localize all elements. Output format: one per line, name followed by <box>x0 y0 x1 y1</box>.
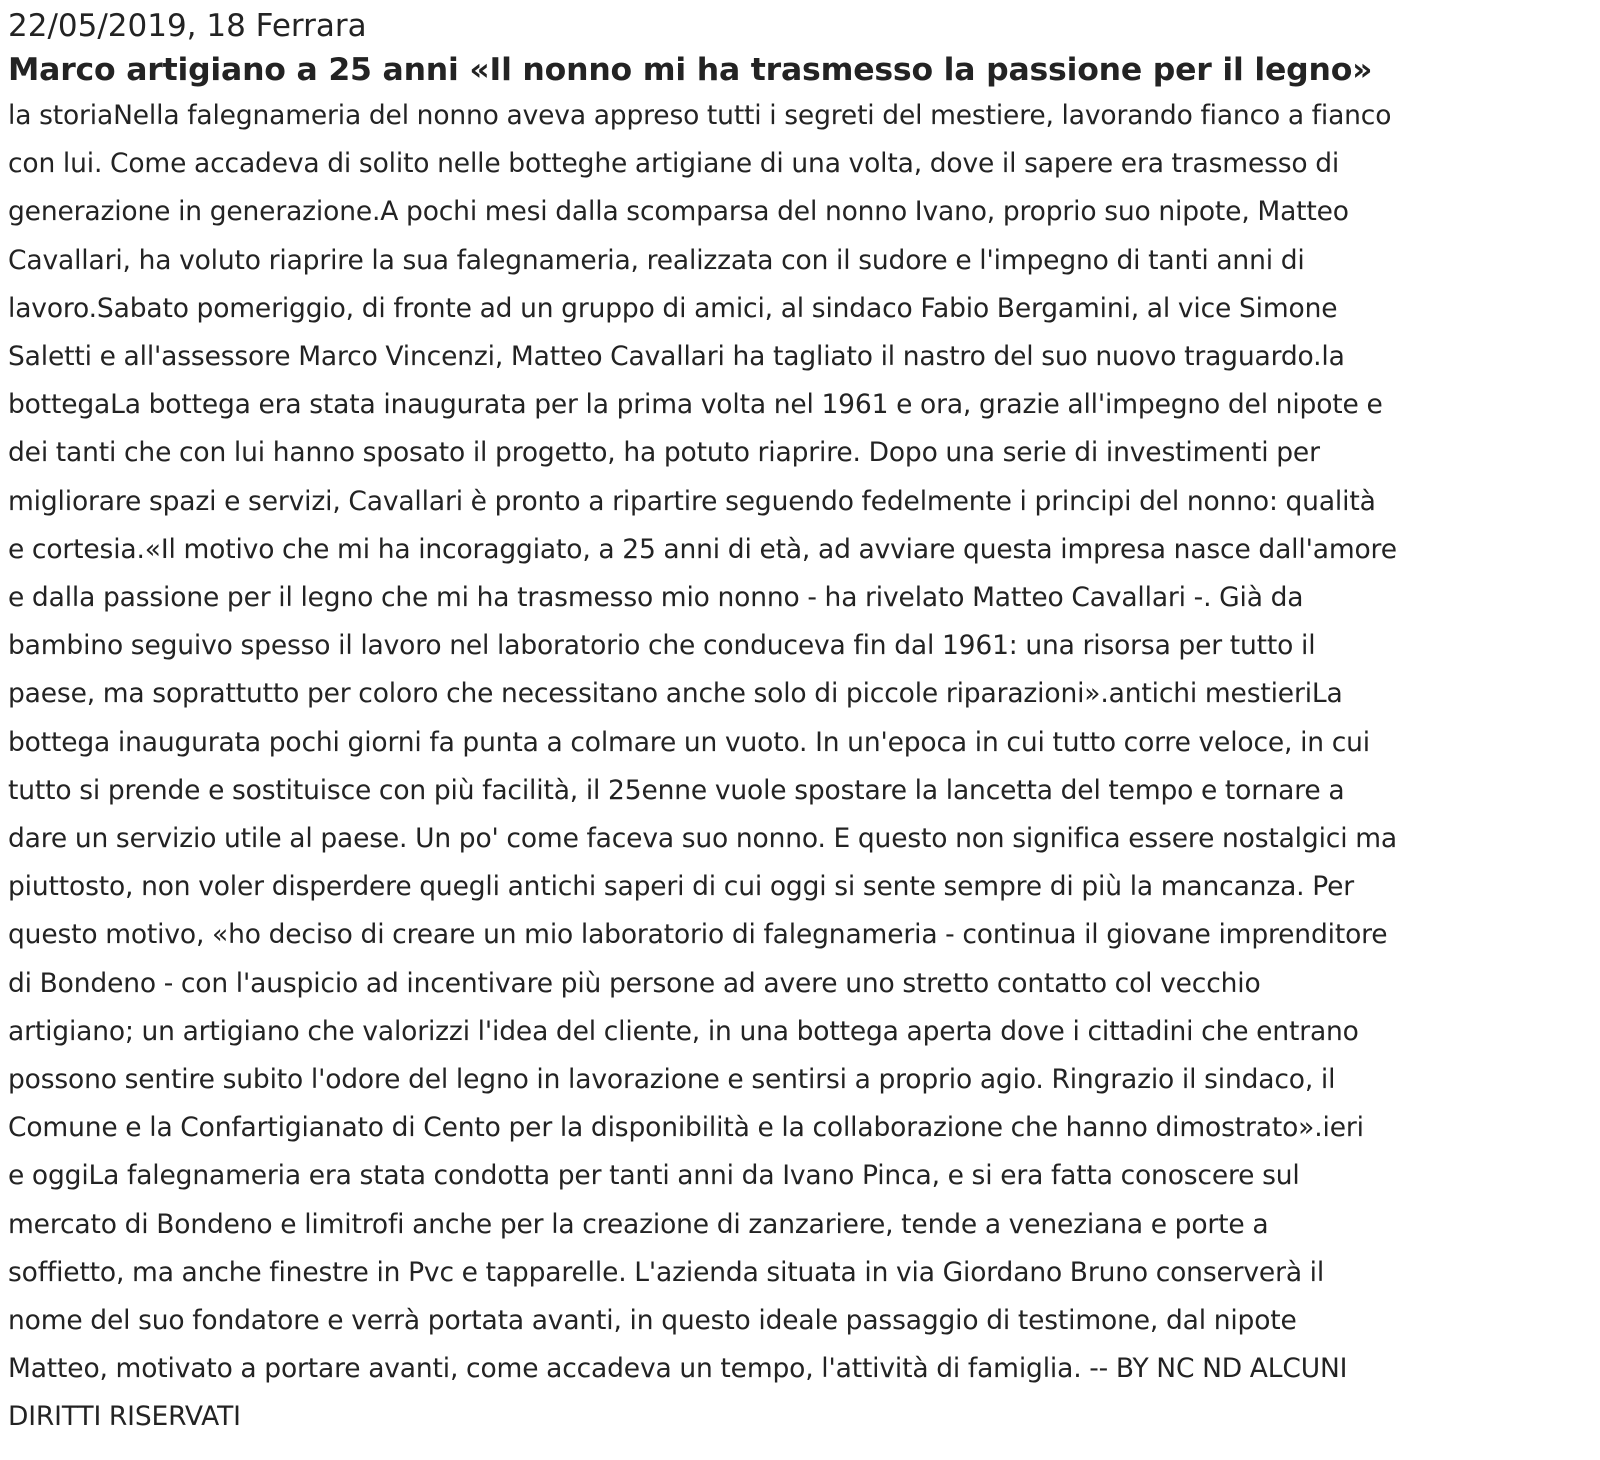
article-body <box>8 92 1592 1442</box>
body-line: Cavallari, ha voluto riaprire la sua falegnameria, realizzata con il sudore e l'impegno di tanti anni di <box>8 244 1305 276</box>
body-line: bottegaLa bottega era stata inaugurata per la prima volta nel 1961 e ora, grazie all'impegno del nipote e <box>8 389 1383 421</box>
article-dateline: 22/05/2019, 18 Ferrara <box>8 8 367 44</box>
body-line: la storiaNella falegnameria del nonno aveva appreso tutti i segreti del mestiere, lavorando fianco a fianco <box>8 100 1392 131</box>
body-line: migliorare spazi e servizi, Cavallari è pronto a ripartire seguendo fedelmente i principi del nonno: qualità <box>8 485 1376 517</box>
body-line: bottega inaugurata pochi giorni fa punta a colmare un vuoto. In un'epoca in cui tutto corre veloce, in cui <box>8 726 1371 758</box>
body-line: piuttosto, non voler disperdere quegli antichi saperi di cui oggi si sente sempre di più la mancanza. Per <box>8 871 1354 903</box>
body-line: dei tanti che con lui hanno sposato il progetto, ha potuto riaprire. Dopo una serie di investimenti per <box>8 437 1320 469</box>
body-line: e dalla passione per il legno che mi ha trasmesso mio nonno - ha rivelato Matteo Cavallari -. Già da <box>8 582 1304 614</box>
body-line: di Bondeno - con l'auspicio ad incentivare più persone ad avere uno stretto contatto col vecchio <box>8 967 1261 999</box>
body-line: con lui. Come accadeva di solito nelle botteghe artigiane di una volta, dove il sapere era trasmesso di <box>8 148 1340 180</box>
body-line: Comune e la Confartigianato di Cento per la disponibilità e la collaborazione che hanno dimostrato».ieri <box>8 1112 1364 1144</box>
body-line: mercato di Bondeno e limitrofi anche per la creazione di zanzariere, tende a veneziana e porte a <box>8 1208 1269 1240</box>
body-line: e cortesia.«Il motivo che mi ha incoraggiato, a 25 anni di età, ad avviare questa impresa nasce dall'amore <box>8 533 1397 565</box>
body-line: lavoro.Sabato pomeriggio, di fronte ad un gruppo di amici, al sindaco Fabio Bergamini, al vice Simone <box>8 292 1338 324</box>
body-line: dare un servizio utile al paese. Un po' come faceva suo nonno. E questo non significa essere nostalgici ma <box>8 823 1397 855</box>
body-line: bambino seguivo spesso il lavoro nel laboratorio che conduceva fin dal 1961: una risorsa per tutto il <box>8 630 1316 662</box>
article-headline: Marco artigiano a 25 anni «Il nonno mi ha trasmesso la passione per il legno» <box>8 52 1373 88</box>
body-line: e oggiLa falegnameria era stata condotta per tanti anni da Ivano Pinca, e si era fatta conoscere sul <box>8 1160 1300 1192</box>
body-line: generazione in generazione.A pochi mesi dalla scomparsa del nonno Ivano, proprio suo nipote, Matteo <box>8 196 1349 228</box>
body-line: Saletti e all'assessore Marco Vincenzi, Matteo Cavallari ha tagliato il nastro del suo nuovo traguardo.la <box>8 341 1345 373</box>
body-line: Matteo, motivato a portare avanti, come accadeva un tempo, l'attività di famiglia. -- BY NC ND ALCUNI <box>8 1353 1348 1385</box>
body-line: paese, ma soprattutto per coloro che necessitano anche solo di piccole riparazioni».antichi mestieriLa <box>8 678 1343 710</box>
article-page <box>8 6 1592 1442</box>
body-line: nome del suo fondatore e verrà portata avanti, in questo ideale passaggio di testimone, dal nipote <box>8 1305 1297 1337</box>
body-line: artigiano; un artigiano che valorizzi l'idea del cliente, in una bottega aperta dove i cittadini che entrano <box>8 1015 1359 1047</box>
body-line: DIRITTI RISERVATI <box>8 1401 241 1433</box>
body-line: tutto si prende e sostituisce con più facilità, il 25enne vuole spostare la lancetta del tempo e tornare a <box>8 774 1345 806</box>
body-line: possono sentire subito l'odore del legno in lavorazione e sentirsi a proprio agio. Ringrazio il sindaco, il <box>8 1064 1336 1096</box>
body-line: soffietto, ma anche finestre in Pvc e tapparelle. L'azienda situata in via Giordano Bruno conserverà il <box>8 1256 1325 1288</box>
body-line: questo motivo, «ho deciso di creare un mio laboratorio di falegnameria - continua il giovane imprenditore <box>8 919 1388 951</box>
